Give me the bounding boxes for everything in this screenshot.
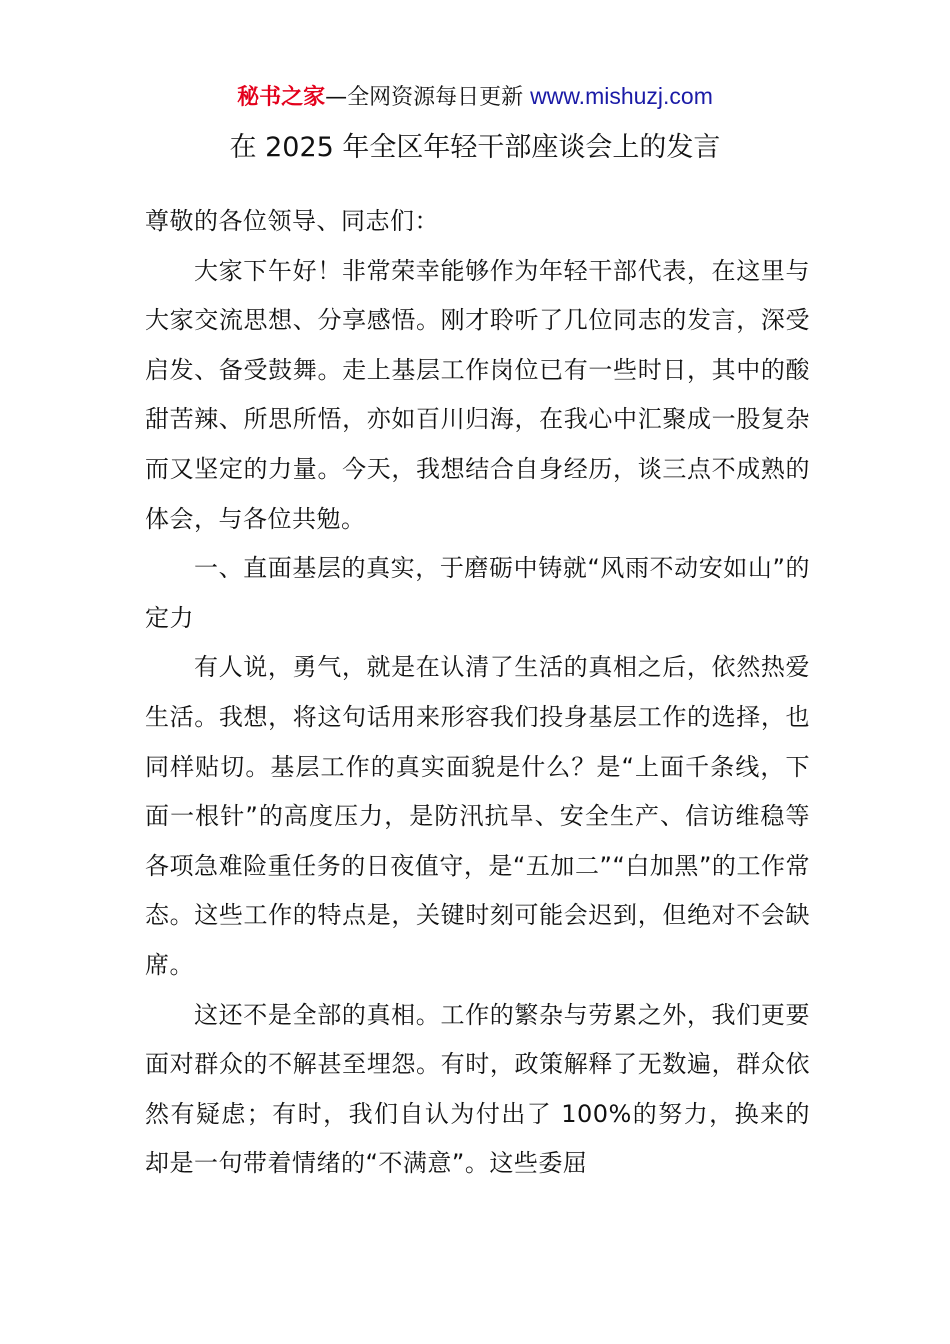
site-tagline: —全网资源每日更新 — [325, 85, 531, 110]
document-title: 在 2025 年全区年轻干部座谈会上的发言 — [229, 132, 721, 163]
document-body — [145, 197, 810, 1189]
salutation: 尊敬的各位领导、同志们： — [145, 207, 439, 235]
brand-name: 秘书之家 — [237, 85, 326, 110]
site-url-link[interactable]: www.mishuzj.com — [530, 83, 713, 109]
site-header — [0, 78, 950, 116]
section-heading-1: 一、直面基层的真实，于磨砺中铸就“风雨不动安如山”的定力 — [145, 554, 810, 632]
paragraph-opening: 大家下午好！非常荣幸能够作为年轻干部代表，在这里与大家交流思想、分享感悟。刚才聆听了几位同志的发言，深受启发、备受鼓舞。走上基层工作岗位已有一些时日，其中的酸甜苦辣、所思所悟，亦如百川归海，在我心中汇聚成一股复杂而又坚定的力量。今天，我想结合自身经历，谈三点不成熟的体会，与各位共勉。 — [145, 256, 810, 533]
paragraph-grievances: 这还不是全部的真相。工作的繁杂与劳累之外，我们更要面对群众的不解甚至埋怨。有时，政策解释了无数遍，群众依然有疑虑；有时，我们自认为付出了 100%的努力，换来的却是一句带着情绪的“不满意”。这些委屈 — [145, 1000, 810, 1178]
paragraph-reality: 有人说，勇气，就是在认清了生活的真相之后，依然热爱生活。我想，将这句话用来形容我们投身基层工作的选择，也同样贴切。基层工作的真实面貌是什么？是“上面千条线，下面一根针”的高度压力，是防汛抗旱、安全生产、信访维稳等各项急难险重任务的日夜值守，是“五加二”“白加黑”的工作常态。这些工作的特点是，关键时刻可能会迟到，但绝对不会缺席。 — [145, 653, 810, 979]
